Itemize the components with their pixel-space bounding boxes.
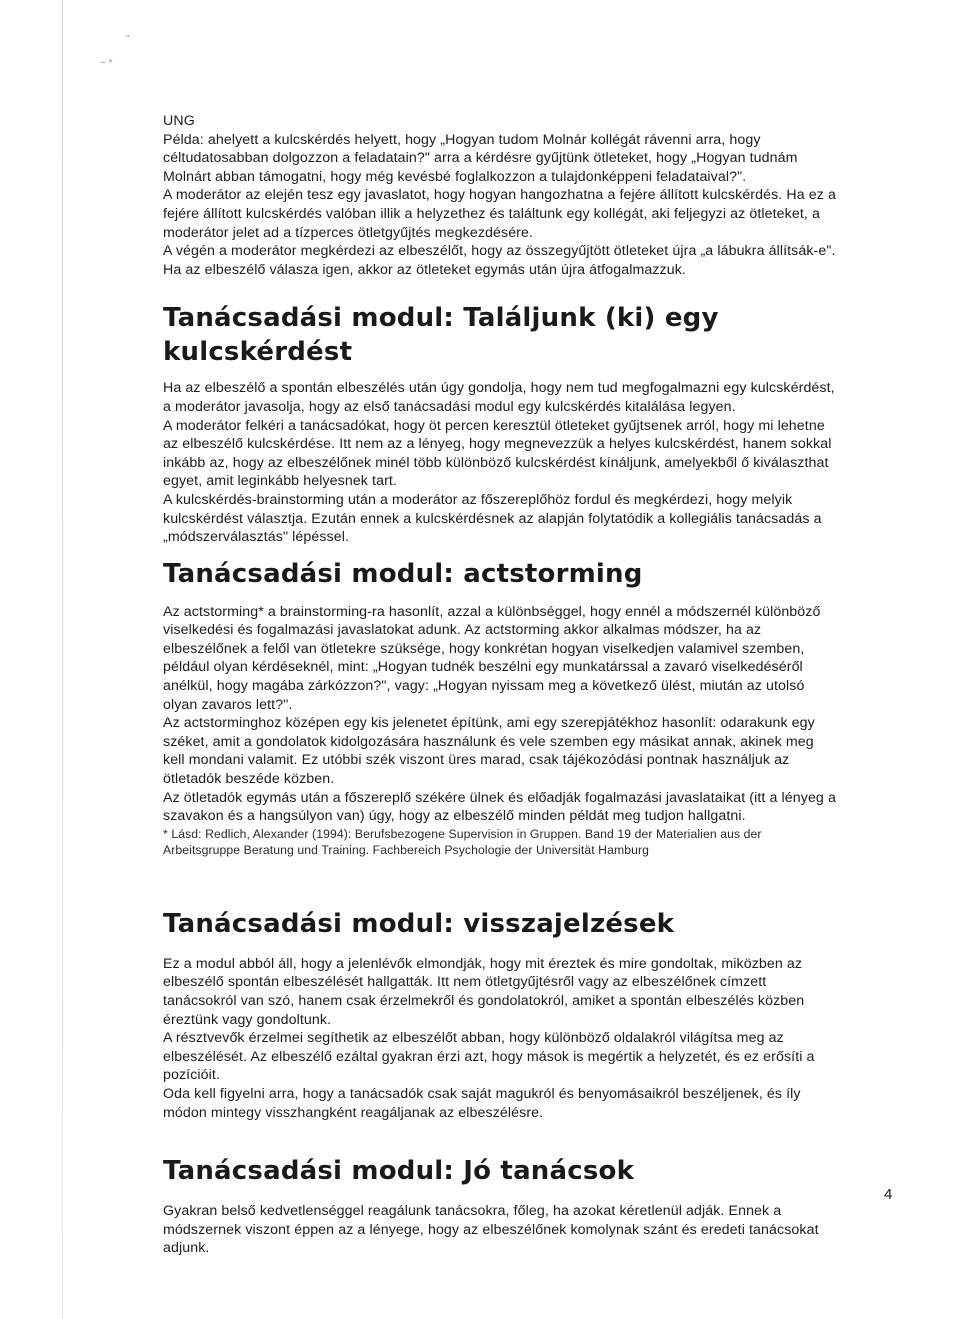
intro-line: fejére állított kulcskérdés valóban illik a helyzethez és találtunk egy kollégát, aki feljegyzi az ötleteket, a <box>163 205 820 222</box>
intro-line: moderátor jelet ad a tízperces ötletgyűjtés megkezdésére. <box>163 224 534 241</box>
intro-line: A moderátor az elején tesz egy javaslatot, hogy hogyan hangozhatna a fejére állított kulcskérdés. Ha ez a <box>163 187 836 204</box>
paragraph-line: például olyan kérdéseknél, mint: „Hogyan tudnék beszélni egy munkatárssal a zavaró viselkedéséről <box>163 659 803 676</box>
paragraph-line: inkább az, hogy az elbeszélőnek minél több különböző kulcskérdést kínáljunk, amelyekből ő kiválaszthat <box>163 454 829 471</box>
section-body-visszajelzesek <box>163 955 903 1122</box>
paragraph-line: módon mintegy visszhangként reagáljanak az elbeszélésre. <box>163 1104 544 1121</box>
footnote-line: Arbeitsgruppe Beratung und Training. Fachbereich Psychologie der Universität Hamburg <box>163 843 650 858</box>
paragraph-line: Ez a modul abból áll, hogy a jelenlévők elmondják, hogy mit éreztek és mire gondoltak, miközben az <box>163 955 803 972</box>
paragraph-line: Az actstorming* a brainstorming-ra hasonlít, azzal a különbséggel, hogy ennél a módszernél különböző <box>163 603 821 620</box>
section-body-jo-tanacsok <box>163 1202 903 1258</box>
section-title-kulcskerdes: Tanácsadási modul: Találjunk (ki) egy kulcskérdést <box>163 303 719 368</box>
paragraph-line: „módszerválasztás" lépéssel. <box>163 529 350 546</box>
paragraph-line: adjunk. <box>163 1240 210 1257</box>
paragraph-line: az elbeszélő kulcskérdése. Itt nem az a lényeg, hogy megnevezzük a helyes kulcskérdést, hanem sokkal <box>163 436 832 453</box>
paragraph-line: Az actstorminghoz középen egy kis jelenetet építünk, ami egy szerepjátékhoz hasonlít: odarakunk egy <box>163 715 815 732</box>
paragraph-line: elbeszélő spontán elbeszélését hallgatták. Itt nem ötletgyűjtésről vagy az elbeszélőnek címzett <box>163 974 767 991</box>
paragraph-line: Gyakran belső kedvetlenséggel reagálunk tanácsokra, főleg, ha azokat kéretlenül adják. Ennek a <box>163 1203 782 1220</box>
paragraph-line: elbeszélését. Az elbeszélő ezáltal gyakran érzi azt, hogy mások is megértik a helyzetét, és ez erősíti a <box>163 1048 815 1065</box>
intro-line: céltudatosabban dolgozzon a feladatain?" arra a kérdésre gyűjtünk ötleteket, hogy „Hogyan tudnám <box>163 150 798 167</box>
page-number: 4 <box>884 1186 893 1203</box>
paragraph-line: egyet, amit leginkább helyesnek tart. <box>163 473 397 490</box>
paragraph-line: széket, amit a gondolatok kidolgozására használunk és vele szemben egy másikat annak, akinek meg <box>163 733 814 750</box>
intro-header: UNG <box>163 113 195 129</box>
paragraph-line: Oda kell figyelni arra, hogy a tanácsadók csak saját magukról és benyomásaikról beszéljenek, és íly <box>163 1085 801 1102</box>
paragraph-line: olyan zavaros lett?". <box>163 696 293 713</box>
paragraph-line: pozícióit. <box>163 1067 220 1084</box>
section-body-actstorming <box>163 603 903 859</box>
paragraph-line: módszernek viszont éppen az a lényege, hogy az elbeszélőnek komolynak szánt és eredeti tanácsokat <box>163 1221 819 1238</box>
intro-line: Példa: ahelyett a kulcskérdés helyett, hogy „Hogyan tudom Molnár kollégát rávenni arra, hogy <box>163 131 761 148</box>
paragraph-line: viselkedési és fogalmazási javaslatokat adunk. Az actstorming akkor alkalmas módszer, ha az <box>163 622 762 639</box>
paragraph-line: a moderátor javasolja, hogy az első tanácsadási modul egy kulcskérdés kitalálása legyen. <box>163 398 736 415</box>
paragraph-line: szavakon és a hangsúlyon van) úgy, hogy az elbeszélő minden példát meg tudjon hallgatni. <box>163 808 746 825</box>
intro-line: A végén a moderátor megkérdezi az elbeszélőt, hogy az összegyűjtött ötleteket újra „a lábukra állítsák-e". <box>163 243 836 260</box>
footnote-line: * Lásd: Redlich, Alexander (1994): Berufsbezogene Supervision in Gruppen. Band 19 der Materialien aus der <box>163 826 762 841</box>
paragraph-line: A moderátor felkéri a tanácsadókat, hogy öt percen keresztül ötleteket gyűjtsenek arról, hogy mi lehetne <box>163 417 825 434</box>
paragraph-line: Ha az elbeszélő a spontán elbeszélés után úgy gondolja, hogy nem tud megfogalmazni egy kulcskérdést, <box>163 380 835 397</box>
section-body-kulcskerdes <box>163 379 903 546</box>
paragraph-line: tanácsokról van szó, hanem csak érzelmekről és gondolatokról, amiket a spontán elbeszélés közben <box>163 993 805 1009</box>
paragraph-line: Az ötletadók egymás után a főszereplő székére ülnek és előadják fogalmazási javaslataikat (itt a lényeg a <box>163 789 836 806</box>
section-title-jo-tanacsok: Tanácsadási modul: Jó tanácsok <box>163 1156 635 1187</box>
page-content <box>163 112 903 1258</box>
paragraph-line: A résztvevők érzelmei segíthetik az elbeszélőt abban, hogy különböző oldalakról világítsa meg az <box>163 1030 784 1047</box>
paragraph-line: A kulcskérdés-brainstorming után a moderátor az főszereplőhöz fordul és megkérdezi, hogy melyik <box>163 491 793 508</box>
scan-mark: ~ * <box>100 58 113 69</box>
paragraph-line: kell mondani valamit. Ez utóbbi szék viszont üres marad, csak tájékozódási pontnak használjuk az <box>163 752 790 769</box>
paragraph-line: kulcskérdést választja. Ezután ennek a kulcskérdésnek az alapján folytatódik a kollegiális tanácsadás a <box>163 510 822 527</box>
scan-mark: " <box>126 34 130 45</box>
paragraph-line: elbeszélőnek a felől van ötletekre szüksége, hogy konkrétan hogyan viselkedjen valamivel szemben, <box>163 640 805 657</box>
paragraph-line: ötletadók beszéde közben. <box>163 771 335 788</box>
intro-line: Ha az elbeszélő válasza igen, akkor az ötleteket egymás után újra átfogalmazzuk. <box>163 261 686 278</box>
paragraph-line: anélkül, hogy magába zárkózzon?", vagy: „Hogyan nyissam meg a következő ülést, miután az utolsó <box>163 678 805 695</box>
section-title-visszajelzesek: Tanácsadási modul: visszajelzések <box>163 908 675 939</box>
intro-line: Molnárt abban támogatni, hogy még kevésbé foglalkozzon a tulajdonképpeni feladataival?". <box>163 168 747 185</box>
intro-block <box>163 112 903 279</box>
paragraph-line: éreztünk vagy gondoltunk. <box>163 1011 332 1028</box>
section-title-actstorming: Tanácsadási modul: actstorming <box>163 558 643 589</box>
scan-margin-line <box>62 0 63 1319</box>
